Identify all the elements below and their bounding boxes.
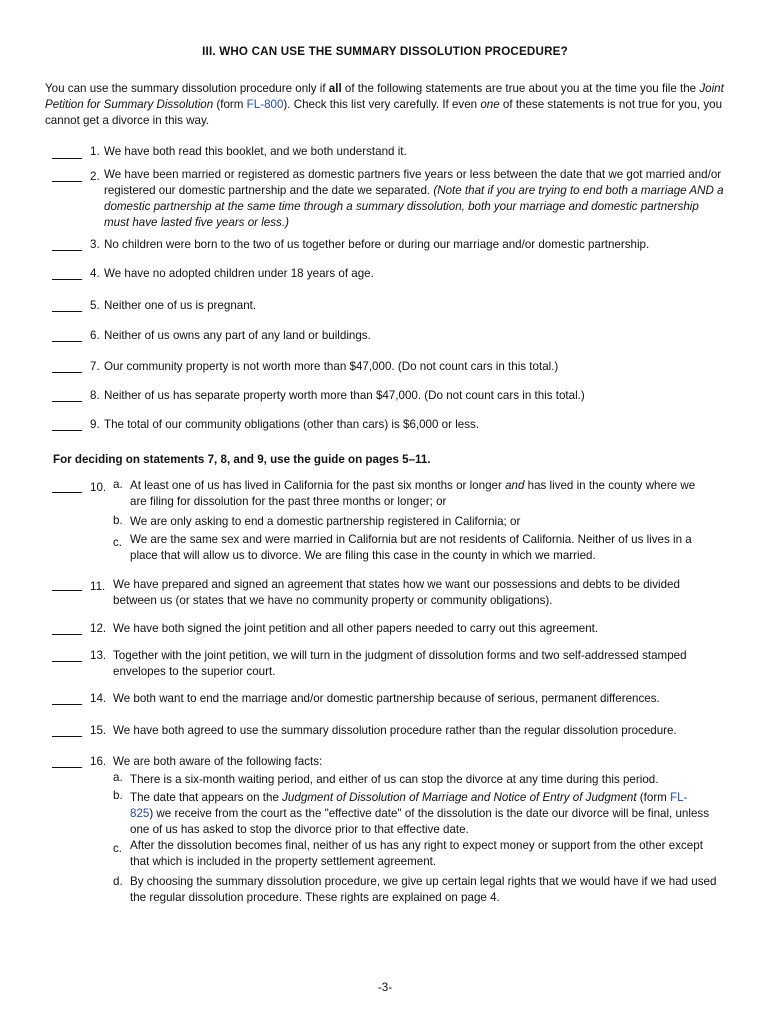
item-text: We have both agreed to use the summary dissolution procedure rather than the regular dissolution procedure. [113,724,677,737]
check-blank[interactable] [52,372,82,373]
check-blank[interactable] [52,311,82,312]
intro-text: of these statements is not true for you, you cannot get a divorce in this way. [45,98,723,127]
and-emphasis: and [505,479,525,492]
item-number: 13. [90,649,107,662]
item-text: Together with the joint petition, we will turn in the judgment of dissolution forms and two self-addressed stamped envelopes to the superior court. [113,649,687,678]
check-blank[interactable] [52,736,82,737]
item-number: 5. [90,299,100,312]
sub-item-label-b: b. [113,789,123,802]
item-number: 9. [90,418,100,431]
sub-item-c-text: After the dissolution becomes final, neither of us has any right to expect money or support from the other except that which is included in the property settlement agreement. [130,839,703,868]
check-blank[interactable] [52,492,82,493]
sub-item-label-d: d. [113,875,123,888]
item-number: 10. [90,481,107,494]
sub-item-a-text: There is a six-month waiting period, and either of us can stop the divorce at any time during this period. [130,773,659,786]
sub-item-label-c: c. [113,536,123,549]
item-text: Neither one of us is pregnant. [104,299,257,312]
item-text: We have prepared and signed an agreement that states how we want our possessions and debts to be divided between us (or states that we have no community property or community obligations). [113,578,680,607]
item-number: 7. [90,360,100,373]
sub-item-b-text [130,790,710,838]
page-number: -3- [377,981,393,994]
petition-title: Joint Petition for Summary Dissolution [45,82,724,111]
sub-item-d-text: By choosing the summary dissolution procedure, we give up certain legal rights that we would have if we had used the regular dissolution procedure. These rights are explained on page 4. [130,875,717,904]
sub-item-label-c: c. [113,842,123,855]
item-text: We have both signed the joint petition and all other papers needed to carry out this agreement. [113,622,599,635]
item-text: We both want to end the marriage and/or domestic partnership because of serious, permanent differences. [113,692,660,705]
check-blank[interactable] [52,704,82,705]
item-number: 6. [90,329,100,342]
item-text: Our community property is not worth more than $47,000. (Do not count cars in this total.) [104,360,559,373]
section-title: III. WHO CAN USE THE SUMMARY DISSOLUTION PROCEDURE? [202,45,568,58]
item-number: 1. [90,145,100,158]
sub-item-label-a: a. [113,771,123,784]
sub-item-label-a: a. [113,478,123,491]
sub-item-a-text [130,478,700,510]
item-text: We have no adopted children under 18 years of age. [104,267,374,280]
item-number: 12. [90,622,107,635]
check-blank[interactable] [52,634,82,635]
item-text: We have both read this booklet, and we both understand it. [104,145,407,158]
intro-text: (form [213,98,247,111]
intro-text: of the following statements are true about you at the time you file the [341,82,700,95]
sub-item-text: has lived in the county where we are filing for dissolution for the past three months or longer; or [130,479,696,508]
check-blank[interactable] [52,279,82,280]
check-blank[interactable] [52,181,82,182]
item-number: 3. [90,238,100,251]
sub-item-text: ) we receive from the court as the "effective date" of the dissolution is the date our divorce will be final, unless one of us has asked to stop the divorce prior to that effective date. [130,807,709,836]
check-blank[interactable] [52,767,82,768]
item-note: (Note that if you are trying to end both a marriage AND a domestic partnership at the same time through a summary dissolution, both your marriage and domestic partnership must have lasted five years or less.) [104,184,724,229]
check-blank[interactable] [52,430,82,431]
item-number: 4. [90,267,100,280]
check-blank[interactable] [52,158,82,159]
form-fl825-link[interactable]: FL-825 [130,791,688,820]
sub-item-label-b: b. [113,514,123,527]
item-number: 2. [90,170,100,183]
item-text: Neither of us has separate property worth more than $47,000. (Do not count cars in this total.) [104,389,585,402]
sub-item-b-text: We are only asking to end a domestic partnership registered in California; or [130,515,521,528]
item-text: No children were born to the two of us together before or during our marriage and/or domestic partnership. [104,238,650,251]
check-blank[interactable] [52,250,82,251]
item-text-main: We have been married or registered as domestic partners five years or less between the date that we got married and/or registered our domestic partnership and the date we separated. [104,168,722,197]
intro-one-emphasis: one [480,98,500,111]
intro-text: ). Check this list very carefully. If even [283,98,481,111]
judgment-title: Judgment of Dissolution of Marriage and Notice of Entry of Judgment [282,791,637,804]
intro-text: You can use the summary dissolution procedure only if [45,82,329,95]
form-fl800-link[interactable]: FL-800 [246,98,284,111]
item-number: 11. [90,580,106,593]
item-number: 8. [90,389,100,402]
check-blank[interactable] [52,341,82,342]
item-lead-text: We are both aware of the following facts: [113,755,323,768]
guide-note: For deciding on statements 7, 8, and 9, use the guide on pages 5–11. [53,453,431,466]
item-number: 16. [90,755,107,768]
item-number: 15. [90,724,107,737]
sub-item-c-text: We are the same sex and were married in California but are not residents of California. Neither of us lives in a place that will allow us to divorce. We are filing this case in the county in which we married. [130,533,692,562]
check-blank[interactable] [52,401,82,402]
intro-all-emphasis: all [328,82,342,95]
item-text: Neither of us owns any part of any land or buildings. [104,329,371,342]
check-blank[interactable] [52,661,82,662]
sub-item-text: The date that appears on the [130,791,283,804]
item-number: 14. [90,692,107,705]
item-text: The total of our community obligations (other than cars) is $6,000 or less. [104,418,480,431]
check-blank[interactable] [52,590,82,591]
sub-item-text: At least one of us has lived in California for the past six months or longer [130,479,506,492]
sub-item-text: (form [636,791,671,804]
item-text [104,167,724,231]
intro-paragraph [45,81,735,129]
